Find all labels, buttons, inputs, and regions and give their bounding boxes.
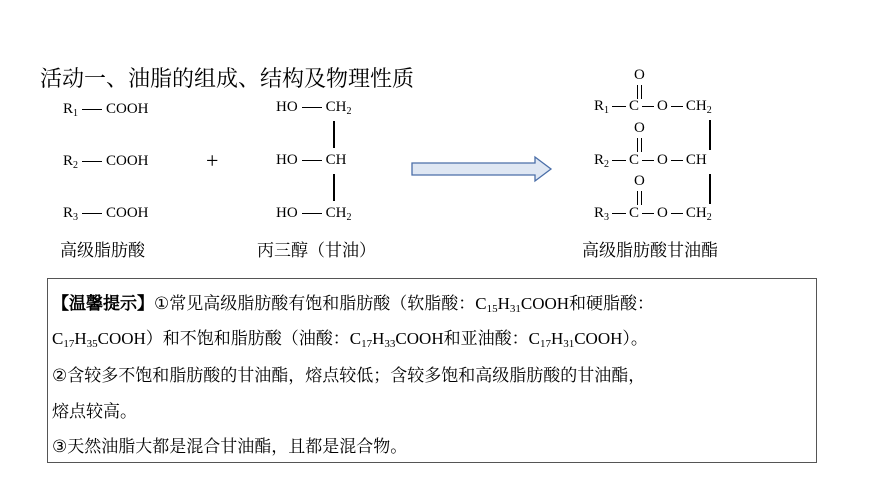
ester-o-2: O [634,120,645,136]
acid-r1: $R_1$ COOH [63,101,149,119]
page-title: 活动一、油脂的组成、结构及物理性质 [40,67,415,92]
glycerol-row2: HO CH [276,152,347,168]
ester-row2: $R_2$ C O CH [594,152,707,170]
glycerol-row1: HO $CH_2$ [276,99,352,117]
acid-r3: $R_3$ COOH [63,205,149,223]
ester-bond-1 [709,120,711,150]
glycerol-bond-1 [333,121,335,148]
tip-line-2: $C_{17}H_{35}COOH$）和不饱和脂肪酸（油酸：$C_{17}H_{33}COOH$和亚油酸：$C_{17}H_{31}COOH$）。 [52,329,648,350]
reaction-arrow-icon [411,155,553,183]
tip-line-4: 熔点较高。 [52,402,137,422]
ester-row1: $R_1$ C O $CH_2$ [594,98,712,116]
tip-line-3: ②含较多不饱和脂肪酸的甘油酯，熔点较低；含较多饱和高级脂肪酸的甘油酯， [52,366,646,386]
tip-line-1: 【温馨提示】①常见高级脂肪酸有饱和脂肪酸（软脂酸：$C_{15}H_{31}COOH$和硬脂酸： [52,294,655,315]
ester-o-3: O [634,173,645,189]
ester-caption: 高级脂肪酸甘油酯 [582,241,718,261]
glycerol-row3: HO $CH_2$ [276,205,352,223]
glycerol-caption: 丙三醇（甘油） [257,241,376,261]
glycerol-bond-2 [333,174,335,201]
plus-sign: + [206,148,219,173]
ester-o-1: O [634,67,645,83]
ester-bond-2 [709,174,711,204]
acid-r2: $R_2$ COOH [63,153,149,171]
acid-caption: 高级脂肪酸 [60,241,145,261]
ester-row3: $R_3$ C O $CH_2$ [594,205,712,223]
tip-line-5: ③天然油脂大都是混合甘油酯，且都是混合物。 [52,437,408,457]
